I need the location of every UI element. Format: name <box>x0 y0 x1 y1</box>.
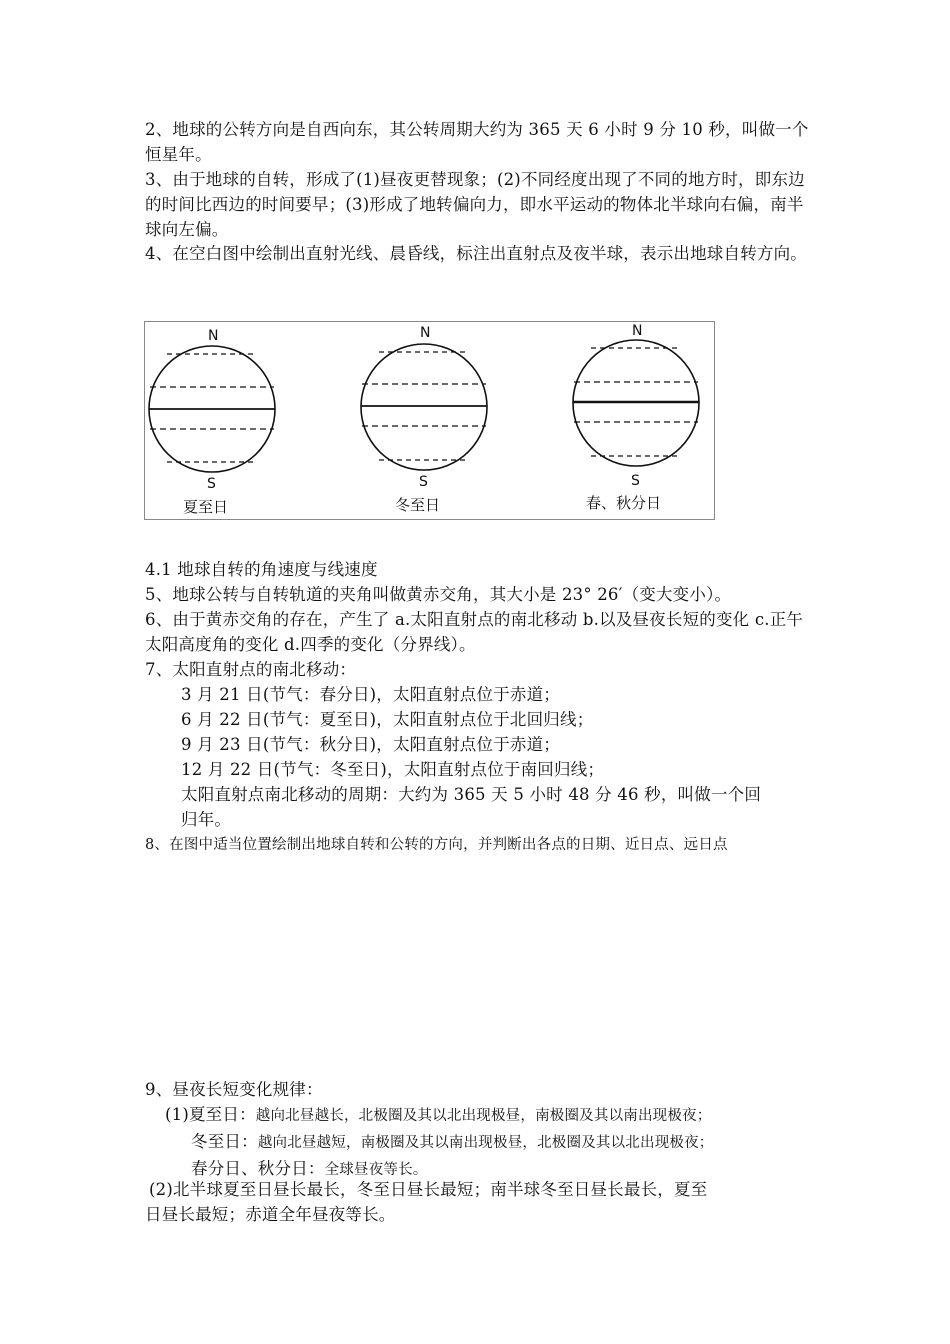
paragraph-3: 3、由于地球的自转，形成了(1)昼夜更替现象；(2)不同经度出现了不同的地方时，即东边的时间比西边的时间要早；(3)形成了地转偏向力，即水平运动的物体北半球向右偏，南半球向左偏。 <box>145 170 805 239</box>
equinox-text: 全球昼夜等长。 <box>324 1162 428 1178</box>
paragraph-9-2 <box>145 1177 810 1227</box>
north-label: N <box>208 328 219 344</box>
summer-text: 越向北昼越长，北极圈及其以北出现极昼，南极圈及其以南出现极夜； <box>255 1108 712 1124</box>
list-item: 6 月 22 日(节气：夏至日)，太阳直射点位于北回归线； <box>181 710 594 729</box>
list-item: 12 月 22 日(节气：冬至日)，太阳直射点位于南回归线； <box>181 760 605 779</box>
globe-diagram <box>145 322 716 521</box>
caption-summer-solstice: 夏至日 <box>183 498 229 516</box>
solar-point-list <box>145 682 810 832</box>
globe-equinox <box>573 323 699 512</box>
paragraph-5: 5、地球公转与自转轨道的夹角叫做黄赤交角，其大小是 23° 26′（变大变小）。 <box>145 585 732 604</box>
summer-rule <box>145 1102 825 1129</box>
caption-equinox: 春、秋分日 <box>586 494 662 512</box>
paragraph-8: 8、在图中适当位置绘制出地球自转和公转的方向，并判断出各点的日期、近日点、远日点 <box>145 837 728 853</box>
day-night-rules <box>145 1102 825 1183</box>
paragraph-9-title: 9、昼夜长短变化规律： <box>145 1080 323 1099</box>
period-line-1: 太阳直射点南北移动的周期：大约为 365 天 5 小时 48 分 46 秒，叫做一个回 <box>181 785 762 804</box>
list-item: 3 月 21 日(节气：春分日)，太阳直射点位于赤道； <box>181 685 561 704</box>
globe-summer-solstice <box>149 328 275 516</box>
paragraph-2: 2、地球的公转方向是自西向东，其公转周期大约为 365 天 6 小时 9 分 10 秒，叫做一个恒星年。 <box>145 120 809 164</box>
paragraph-4: 4、在空白图中绘制出直射光线、晨昏线，标注出直射点及夜半球，表示出地球自转方向。 <box>145 244 807 263</box>
winter-label: 冬至日： <box>191 1132 258 1151</box>
globe-winter-solstice <box>361 325 487 514</box>
equinox-label: 春分日、秋分日： <box>191 1159 325 1178</box>
paragraph-7-title: 7、太阳直射点的南北移动： <box>145 660 357 679</box>
summer-label: (1)夏至日： <box>165 1105 256 1124</box>
rule-2-line-2: 日昼长最短；赤道全年昼夜等长。 <box>145 1205 396 1224</box>
paragraph-6: 6、由于黄赤交角的存在，产生了 a.太阳直射点的南北移动 b.以及昼夜长短的变化 c.正午太阳高度角的变化 d.四季的变化（分界线）。 <box>145 610 804 654</box>
south-label: S <box>419 474 428 490</box>
section-4-1-title: 4.1 地球自转的角速度与线速度 <box>145 560 378 579</box>
caption-winter-solstice: 冬至日 <box>395 496 441 514</box>
list-item: 9 月 23 日(节气：秋分日)，太阳直射点位于赤道； <box>181 735 561 754</box>
south-label: S <box>631 473 640 489</box>
winter-text: 越向北昼越短，南极圈及其以南出现极昼，北极圈及其以北出现极夜； <box>257 1135 714 1151</box>
period-line-2: 归年。 <box>181 810 232 829</box>
rule-2-line-1: (2)北半球夏至日昼长最长，冬至日昼长最短；南半球冬至日昼长最长，夏至 <box>149 1180 708 1199</box>
globe-figure <box>144 321 715 520</box>
north-label: N <box>632 323 643 339</box>
winter-rule <box>145 1129 825 1156</box>
globe-outline <box>361 344 487 470</box>
north-label: N <box>420 325 431 341</box>
south-label: S <box>207 476 216 492</box>
